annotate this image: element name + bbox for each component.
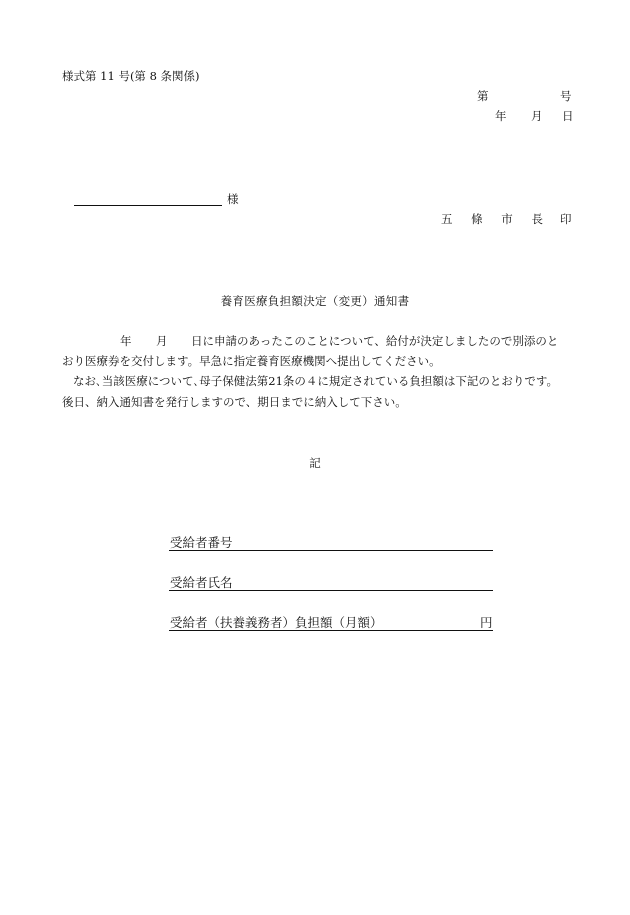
document-title: 養育医療負担額決定（変更）通知書 (220, 294, 410, 308)
recipient-name-label: 受給者氏名 (170, 575, 233, 590)
burden-amount-label: 受給者（扶養義務者）負担額（月額） (170, 615, 383, 630)
recipient-honorific: 様 (227, 192, 239, 206)
burden-amount-line (169, 630, 493, 631)
date-year-label: 年 (495, 109, 507, 123)
body-month-label: 月 (156, 334, 168, 348)
yen-unit: 円 (480, 615, 493, 630)
recipient-name-line (74, 205, 222, 206)
body-paragraph-1-line-2: おり医療券を交付します。早急に指定養育医療機関へ提出してください。 (62, 354, 441, 368)
recipient-number-line (169, 550, 493, 551)
body-paragraph-2-line-1: なお､当該医療について､母子保健法第21条の４に規定されている負担額は下記のとおりです。 (73, 374, 558, 388)
ki-heading: 記 (309, 456, 321, 470)
recipient-number-label: 受給者番号 (170, 535, 233, 550)
document-number-prefix: 第 (477, 89, 489, 103)
body-paragraph-2-line-2: 後日、納入通知書を発行しますので、期日までに納入して下さい。 (62, 395, 407, 409)
form-label: 様式第 11 号(第 8 条関係) (62, 69, 200, 83)
seal-mark: 印 (560, 212, 572, 226)
document-number-suffix: 号 (560, 89, 572, 103)
recipient-name-field-line (169, 590, 493, 591)
date-day-label: 日 (562, 109, 574, 123)
body-year-label: 年 (120, 334, 132, 348)
body-paragraph-1-line-1: 日に申請のあったこのことについて、給付が決定しましたので別添のと (191, 334, 559, 348)
date-month-label: 月 (531, 109, 543, 123)
sender-name: 五 條 市 長 (441, 212, 551, 226)
